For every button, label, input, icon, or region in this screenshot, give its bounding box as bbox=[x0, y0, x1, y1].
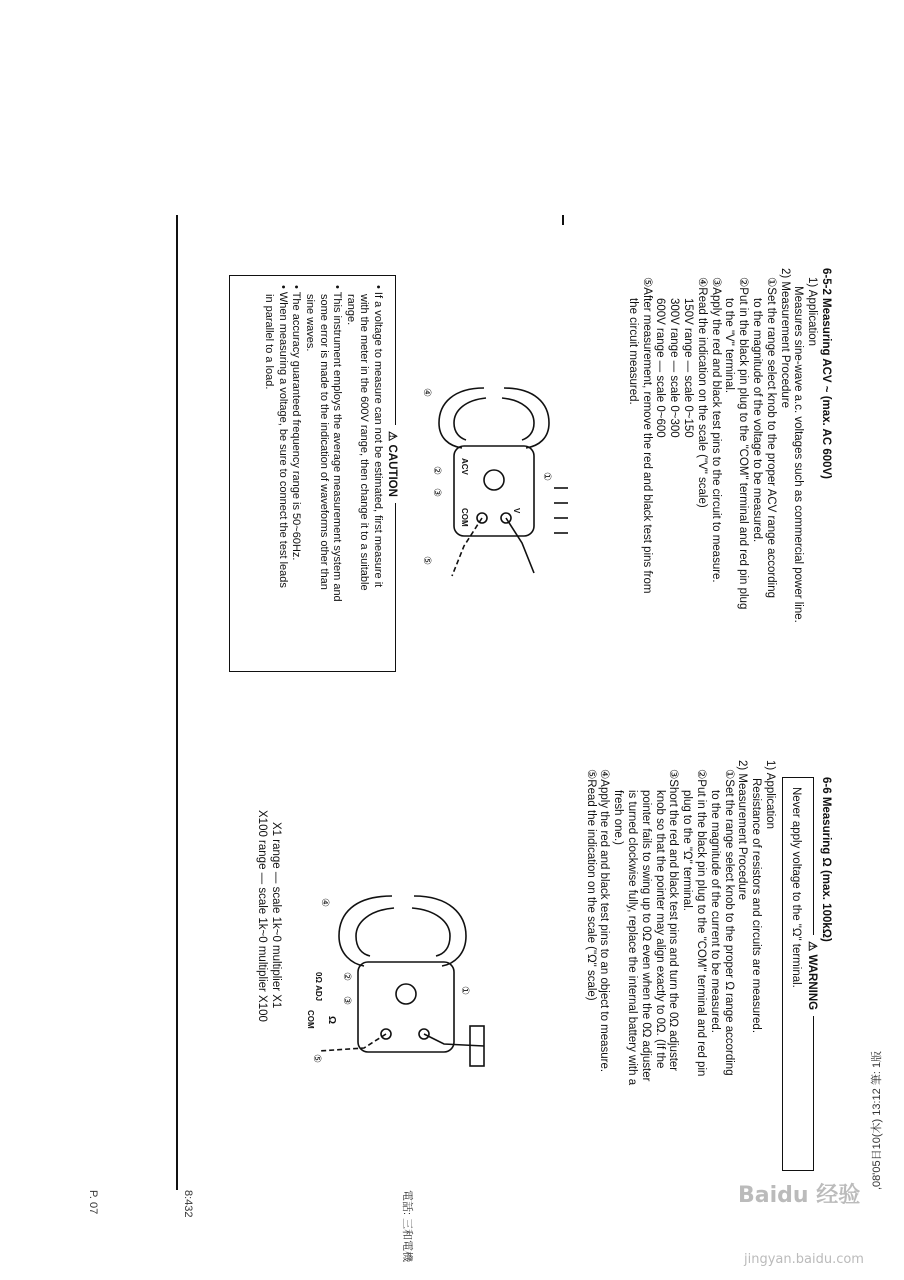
acv-label-com: COM bbox=[460, 508, 469, 527]
ohm-marker: ② bbox=[341, 972, 352, 981]
acv-line: ②Put in the black pin plug to the "COM" terminal and red pin plug bbox=[737, 277, 750, 610]
ohm-line: ③Short the red and black test pins and turn the 0Ω adjuster bbox=[667, 769, 680, 1072]
warning-title: ⚠ WARNING bbox=[806, 935, 820, 1016]
ohm-line: 2) Measurement Procedure bbox=[736, 760, 749, 900]
acv-clamp-meter-figure bbox=[414, 368, 574, 588]
ohm-clamp-meter-figure bbox=[304, 876, 504, 1076]
acv-line: Measures sine-wave a.c. voltages such as commercial power line. bbox=[792, 286, 805, 623]
footer-page-code: 8:432 bbox=[182, 1190, 194, 1218]
page-top-rule bbox=[176, 215, 178, 1190]
ohm-line: is turned clockwise fully, replace the internal battery with a bbox=[626, 790, 639, 1086]
acv-line: the circuit measured. bbox=[626, 298, 639, 405]
ohm-line: ⑤Read the indication on the scale ("Ω" scale) bbox=[584, 769, 597, 1001]
acv-marker: ⑤ bbox=[421, 556, 432, 565]
acv-line: 600V range — scale 0~600 bbox=[654, 298, 667, 438]
ohm-heading: 6-6 Measuring Ω (max. 100kΩ) bbox=[820, 777, 832, 942]
ohm-line: 1) Application bbox=[764, 760, 776, 830]
caution-line: sine waves. bbox=[304, 294, 317, 352]
acv-label-acv: ACV bbox=[460, 458, 469, 475]
ohm-line: knob so that the pointer may align exactly to 0Ω. (If the bbox=[653, 790, 666, 1069]
acv-marker: ① bbox=[541, 472, 552, 481]
acv-line: to the magnitude of the voltage to be measured. bbox=[751, 298, 764, 543]
footer-center: 電話: 三和電機 bbox=[401, 1190, 413, 1263]
ohm-section bbox=[583, 760, 776, 1085]
acv-line: to the "V" terminal. bbox=[723, 298, 736, 394]
ohm-line: ①Set the range select knob to the proper Ω range according bbox=[722, 769, 735, 1076]
acv-label-v: V bbox=[512, 508, 521, 514]
caution-line: • This instrument employs the average measurement system and bbox=[331, 285, 344, 602]
ohm-ranges bbox=[254, 810, 282, 1022]
watermark-url: jingyan.baidu.com bbox=[744, 1252, 864, 1267]
ohm-label-adj: 0Ω ADJ bbox=[314, 972, 323, 1002]
ohm-marker: ④ bbox=[319, 898, 330, 907]
acv-line: 2) Measurement Procedure bbox=[778, 268, 791, 408]
ohm-label-com: COM bbox=[306, 1010, 315, 1029]
caution-body bbox=[262, 285, 384, 602]
caution-line: • The accuracy guaranteed frequency range is 50~60Hz. bbox=[290, 285, 303, 561]
acv-marker: ② bbox=[431, 466, 442, 475]
acv-line: ⑤After measurement, remove the red and black test pins from bbox=[640, 277, 653, 594]
footer-left: ,08'05日10(木) 13:12 筆: 1版 bbox=[871, 1050, 883, 1190]
page-top-rule-short bbox=[562, 215, 564, 225]
caution-line: • If a voltage to measure can not be estimated, first measure it bbox=[372, 285, 384, 588]
acv-line: 1) Application bbox=[806, 277, 819, 347]
ohm-line: plug to the "Ω" terminal. bbox=[681, 790, 694, 911]
ohm-marker: ③ bbox=[341, 996, 352, 1005]
acv-heading: 6-5-2 Measuring ACV ~ (max. AC 600V) bbox=[820, 268, 832, 480]
caution-line: in parallel to a load. bbox=[263, 294, 276, 390]
footer-page-no: P. 07 bbox=[87, 1190, 99, 1215]
acv-marker: ③ bbox=[431, 488, 442, 497]
ohm-range-line: X1 range — scale 1k~0 multiplier X1 bbox=[270, 822, 282, 1009]
caution-line: • When measuring a voltage, be sure to connect the test leads bbox=[276, 285, 289, 588]
warning-text: Never apply voltage to the "Ω" terminal. bbox=[790, 787, 802, 988]
acv-marker: ④ bbox=[421, 388, 432, 397]
caution-line: range. bbox=[344, 294, 357, 326]
watermark-brand: Baidu 经验 bbox=[738, 1183, 861, 1208]
ohm-label-ohm: Ω bbox=[326, 1016, 337, 1025]
ohm-line: to the magnitude of the current to be measured. bbox=[708, 790, 721, 1033]
ohm-line: ②Put in the black pin plug to the "COM" terminal and red pin bbox=[695, 769, 708, 1077]
ohm-line: Resistance of resistors and circuits are measured. bbox=[750, 778, 763, 1034]
acv-line: ③Apply the red and black test pins to the circuit to measure. bbox=[709, 277, 722, 583]
caution-title: ⚠ CAUTION bbox=[386, 425, 400, 503]
ohm-range-line: X100 range — scale 1k~0 multiplier X100 bbox=[256, 810, 269, 1022]
caution-line: some error is made to the indication of waveforms other than bbox=[317, 294, 330, 590]
ohm-line: fresh one.) bbox=[612, 790, 625, 845]
ohm-line: pointer fails to swing up to 0Ω even when the 0Ω adjuster bbox=[639, 790, 652, 1082]
caution-line: with the meter in the 600V range, then change it to a suitable bbox=[358, 294, 371, 591]
ohm-marker: ⑤ bbox=[311, 1054, 322, 1063]
ohm-marker: ① bbox=[459, 986, 470, 995]
acv-line: 300V range — scale 0~300 bbox=[668, 298, 681, 438]
acv-line: ④Read the indication on the scale ("V" scale) bbox=[695, 277, 708, 508]
acv-section bbox=[625, 268, 832, 623]
ohm-line: ④Apply the red and black test pins to an object to measure. bbox=[598, 769, 611, 1073]
acv-line: 150V range — scale 0~150 bbox=[682, 298, 695, 438]
acv-line: ①Set the range select knob to the proper ACV range according bbox=[764, 277, 777, 599]
